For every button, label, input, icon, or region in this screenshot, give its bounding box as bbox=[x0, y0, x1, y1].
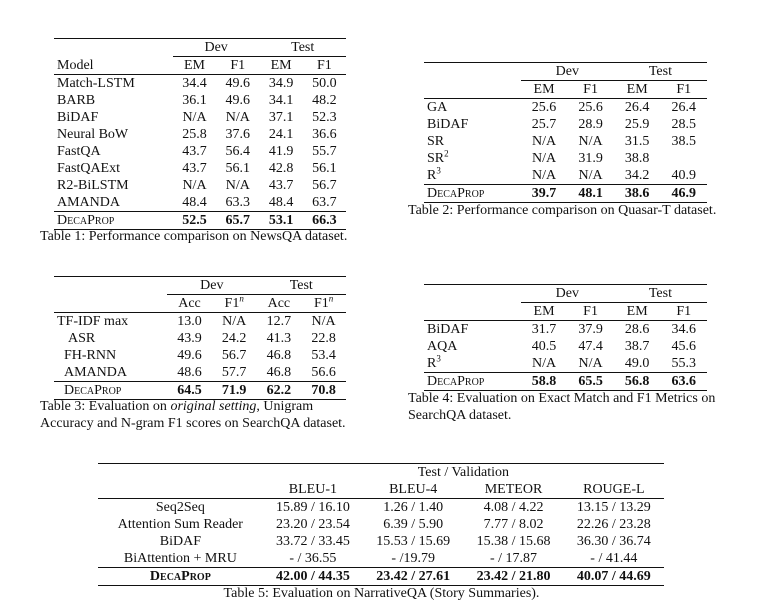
row-label: FastQA bbox=[57, 144, 101, 159]
column-header: Model bbox=[54, 57, 173, 75]
cell: 46.8 bbox=[266, 348, 292, 363]
cell: 34.4 bbox=[182, 76, 207, 91]
table-row-decaprop bbox=[54, 382, 346, 400]
row-label: BiDAF bbox=[159, 534, 201, 549]
cell: 47.4 bbox=[578, 339, 603, 354]
table-row bbox=[424, 167, 707, 185]
cell: N/A bbox=[578, 356, 603, 371]
table-1 bbox=[54, 38, 346, 230]
cell: 39.7 bbox=[521, 185, 568, 203]
cell: 64.5 bbox=[167, 382, 212, 400]
cell: 24.1 bbox=[268, 127, 294, 142]
cell: N/A bbox=[531, 168, 557, 183]
table-row bbox=[54, 177, 346, 194]
group-header-dev: Dev bbox=[521, 63, 614, 81]
table-3-caption: Table 3: Evaluation on original setting, Unigram Accuracy and N-gram F1 scores on SearchQA dataset. bbox=[40, 399, 346, 431]
cell: 56.8 bbox=[614, 373, 661, 391]
cell: 38.7 bbox=[624, 339, 650, 354]
cell: 50.0 bbox=[312, 76, 337, 91]
cell: 65.7 bbox=[216, 212, 259, 230]
cell: 38.8 bbox=[624, 151, 650, 166]
table-row bbox=[98, 533, 664, 550]
row-label: AMANDA bbox=[64, 365, 127, 380]
cell: 56.1 bbox=[225, 161, 251, 176]
cell: 52.5 bbox=[173, 212, 216, 230]
cell: 42.00 / 44.35 bbox=[263, 568, 363, 586]
cell: 23.42 / 27.61 bbox=[363, 568, 463, 586]
row-label: Attention Sum Reader bbox=[117, 517, 243, 532]
row-label: $SR^2$ bbox=[427, 148, 449, 166]
cell: 7.77 / 8.02 bbox=[483, 517, 544, 532]
cell: 63.7 bbox=[312, 195, 337, 210]
column-header: METEOR bbox=[463, 481, 563, 499]
superscript: 2 bbox=[444, 148, 449, 159]
cell: 43.7 bbox=[268, 178, 294, 193]
table-row bbox=[54, 194, 346, 212]
cell: 38.6 bbox=[614, 185, 661, 203]
cell: N/A bbox=[182, 110, 207, 125]
group-header-test-validation: Test / Validation bbox=[263, 464, 664, 482]
cell: 26.4 bbox=[671, 100, 696, 115]
cell: N/A bbox=[578, 134, 603, 149]
group-header-test: Test bbox=[614, 285, 707, 303]
column-header: Acc bbox=[167, 295, 212, 313]
table-row bbox=[98, 516, 664, 533]
cell: 40.9 bbox=[671, 168, 696, 183]
cell: N/A bbox=[225, 110, 250, 125]
cell: 66.3 bbox=[303, 212, 346, 230]
cell: 25.9 bbox=[624, 117, 650, 132]
cell: 55.3 bbox=[671, 356, 696, 371]
cell: 49.6 bbox=[225, 93, 251, 108]
cell: 49.6 bbox=[177, 348, 202, 363]
table-row bbox=[54, 109, 346, 126]
cell: 24.2 bbox=[221, 331, 247, 346]
group-header-dev: Dev bbox=[521, 285, 614, 303]
cell: 49.0 bbox=[624, 356, 650, 371]
cell: 26.4 bbox=[624, 100, 650, 115]
cell: 65.5 bbox=[567, 373, 614, 391]
column-header: EM bbox=[614, 81, 661, 99]
column-header: BLEU-4 bbox=[363, 481, 463, 499]
cell: 37.1 bbox=[268, 110, 294, 125]
row-label: ASR bbox=[68, 331, 96, 346]
cell: N/A bbox=[578, 168, 603, 183]
cell: 34.1 bbox=[268, 93, 294, 108]
cell: - /19.79 bbox=[391, 551, 435, 566]
group-header-test: Test bbox=[259, 39, 346, 57]
cell: 57.7 bbox=[221, 365, 247, 380]
table-row bbox=[54, 347, 346, 364]
cell: 34.6 bbox=[671, 322, 696, 337]
column-header: F1 bbox=[216, 57, 259, 75]
cell: 23.20 / 23.54 bbox=[275, 517, 350, 532]
row-label: R2-BiLSTM bbox=[57, 178, 129, 193]
row-label: DecaProp bbox=[54, 382, 167, 400]
cell: 28.9 bbox=[578, 117, 603, 132]
column-header: BLEU-1 bbox=[263, 481, 363, 499]
table-row bbox=[54, 75, 346, 93]
superscript: n bbox=[239, 293, 244, 304]
cell bbox=[660, 150, 707, 167]
group-header-dev: Dev bbox=[173, 39, 260, 57]
cell: 58.8 bbox=[521, 373, 568, 391]
table-row-decaprop bbox=[54, 212, 346, 230]
table-4 bbox=[424, 284, 707, 391]
cell: N/A bbox=[225, 178, 250, 193]
cell: 43.9 bbox=[177, 331, 202, 346]
cell: 15.53 / 15.69 bbox=[376, 534, 451, 549]
cell: N/A bbox=[182, 178, 207, 193]
column-header: F1 bbox=[567, 303, 614, 321]
cell: 33.72 / 33.45 bbox=[275, 534, 350, 549]
cell: 15.38 / 15.68 bbox=[476, 534, 551, 549]
column-header: Acc bbox=[257, 295, 302, 313]
cell: 41.9 bbox=[268, 144, 294, 159]
cell: 22.26 / 23.28 bbox=[576, 517, 651, 532]
cell: 31.7 bbox=[531, 322, 557, 337]
cell: 48.4 bbox=[268, 195, 294, 210]
cell: 34.2 bbox=[624, 168, 650, 183]
row-label: BiDAF bbox=[57, 110, 99, 125]
cell: 45.6 bbox=[671, 339, 696, 354]
row-label: $R^3$ bbox=[427, 165, 441, 183]
cell: 40.5 bbox=[531, 339, 557, 354]
cell: 55.7 bbox=[312, 144, 337, 159]
cell: 37.9 bbox=[578, 322, 603, 337]
row-label: $R^3$ bbox=[427, 353, 441, 371]
row-label: GA bbox=[427, 100, 448, 115]
cell: 25.6 bbox=[578, 100, 603, 115]
cell: 37.6 bbox=[225, 127, 251, 142]
table-row bbox=[98, 550, 664, 568]
cell: 31.5 bbox=[624, 134, 650, 149]
cell: 48.6 bbox=[177, 365, 202, 380]
cell: 4.08 / 4.22 bbox=[483, 500, 544, 515]
cell: 36.30 / 36.74 bbox=[576, 534, 651, 549]
cell: 25.8 bbox=[182, 127, 207, 142]
row-label: BiAttention + MRU bbox=[123, 551, 237, 566]
table-row bbox=[54, 143, 346, 160]
column-header: EM bbox=[521, 81, 568, 99]
column-header: EM bbox=[259, 57, 302, 75]
table-4-caption: Table 4: Evaluation on Exact Match and F1 Metrics on SearchQA dataset. bbox=[408, 391, 716, 423]
table-row bbox=[424, 99, 707, 117]
cell: 22.8 bbox=[311, 331, 336, 346]
superscript: 3 bbox=[436, 353, 441, 364]
cell: 43.7 bbox=[182, 144, 207, 159]
cell: 48.1 bbox=[567, 185, 614, 203]
table-1-caption: Table 1: Performance comparison on NewsQA dataset. bbox=[40, 229, 348, 244]
cell: 63.6 bbox=[660, 373, 707, 391]
table-2-caption: Table 2: Performance comparison on Quasar-T dataset. bbox=[408, 203, 717, 218]
table-row bbox=[424, 321, 707, 339]
table-row bbox=[54, 92, 346, 109]
cell: 6.39 / 5.90 bbox=[383, 517, 444, 532]
cell: 43.7 bbox=[182, 161, 207, 176]
row-label: BiDAF bbox=[427, 117, 469, 132]
cell: 38.5 bbox=[671, 134, 696, 149]
cell: N/A bbox=[531, 356, 557, 371]
cell: 41.3 bbox=[266, 331, 292, 346]
cell: 53.4 bbox=[311, 348, 336, 363]
row-label: AMANDA bbox=[57, 195, 120, 210]
cell: 25.7 bbox=[531, 117, 557, 132]
cell: 15.89 / 16.10 bbox=[275, 500, 350, 515]
cell: 13.0 bbox=[177, 314, 202, 329]
table-row-decaprop bbox=[98, 568, 664, 586]
column-header: F1 bbox=[660, 303, 707, 321]
table-row-decaprop bbox=[424, 373, 707, 391]
cell: - / 36.55 bbox=[289, 551, 337, 566]
table-2 bbox=[424, 62, 707, 203]
cell: 23.42 / 21.80 bbox=[463, 568, 563, 586]
table-row bbox=[424, 150, 707, 167]
table-row bbox=[424, 133, 707, 150]
cell: - / 41.44 bbox=[590, 551, 638, 566]
cell: - / 17.87 bbox=[489, 551, 538, 566]
column-header: F1 bbox=[303, 57, 346, 75]
cell: 71.9 bbox=[212, 382, 257, 400]
cell: 46.8 bbox=[266, 365, 292, 380]
table-row bbox=[424, 338, 707, 355]
cell: 34.9 bbox=[268, 76, 294, 91]
table-row bbox=[98, 499, 664, 517]
cell: 56.7 bbox=[221, 348, 247, 363]
row-label: FH-RNN bbox=[64, 348, 117, 363]
cell: 12.7 bbox=[266, 314, 292, 329]
cell: 28.5 bbox=[671, 117, 696, 132]
table-row bbox=[54, 313, 346, 331]
row-label: DecaProp bbox=[54, 212, 173, 230]
row-label: FastQAExt bbox=[57, 161, 120, 176]
cell: 62.2 bbox=[257, 382, 302, 400]
row-label: DecaProp bbox=[98, 568, 263, 586]
cell: 56.6 bbox=[311, 365, 336, 380]
cell: 1.26 / 1.40 bbox=[383, 500, 444, 515]
column-header: EM bbox=[173, 57, 216, 75]
cell: 56.1 bbox=[312, 161, 337, 176]
cell: 42.8 bbox=[268, 161, 294, 176]
cell: N/A bbox=[311, 314, 336, 329]
row-label: BiDAF bbox=[427, 322, 469, 337]
column-header: F1$^n$ bbox=[212, 295, 257, 313]
group-header-test: Test bbox=[257, 277, 346, 295]
cell: 70.8 bbox=[301, 382, 346, 400]
cell: 46.9 bbox=[660, 185, 707, 203]
table-5 bbox=[98, 463, 664, 586]
row-label: Match-LSTM bbox=[57, 76, 135, 91]
cell: 36.6 bbox=[312, 127, 337, 142]
cell: 48.2 bbox=[312, 93, 337, 108]
cell: 36.1 bbox=[182, 93, 207, 108]
table-row bbox=[54, 126, 346, 143]
cell: N/A bbox=[531, 134, 557, 149]
row-label: BARB bbox=[57, 93, 96, 108]
cell: N/A bbox=[222, 314, 247, 329]
cell: 52.3 bbox=[312, 110, 337, 125]
superscript: n bbox=[328, 293, 334, 304]
cell: 56.7 bbox=[312, 178, 337, 193]
cell: 13.15 / 13.29 bbox=[576, 500, 651, 515]
cell: 56.4 bbox=[225, 144, 251, 159]
row-label: DecaProp bbox=[424, 185, 521, 203]
cell: 49.6 bbox=[225, 76, 251, 91]
cell: 25.6 bbox=[531, 100, 557, 115]
row-label: TF-IDF max bbox=[57, 314, 129, 329]
superscript: 3 bbox=[436, 165, 441, 176]
column-header: EM bbox=[521, 303, 568, 321]
table-3 bbox=[54, 276, 346, 400]
cell: 53.1 bbox=[259, 212, 302, 230]
table-row-decaprop bbox=[424, 185, 707, 203]
table-row bbox=[424, 116, 707, 133]
cell: 28.6 bbox=[624, 322, 650, 337]
row-label: SR bbox=[427, 134, 445, 149]
table-row bbox=[54, 364, 346, 382]
table-row bbox=[54, 160, 346, 177]
table-row bbox=[54, 330, 346, 347]
cell: N/A bbox=[531, 151, 557, 166]
cell: 40.07 / 44.69 bbox=[564, 568, 664, 586]
group-header-test: Test bbox=[614, 63, 707, 81]
cell: 31.9 bbox=[578, 151, 603, 166]
column-header: ROUGE-L bbox=[564, 481, 664, 499]
column-header: EM bbox=[614, 303, 661, 321]
row-label: DecaProp bbox=[424, 373, 521, 391]
table-row bbox=[424, 355, 707, 373]
table-5-caption: Table 5: Evaluation on NarrativeQA (Story Summaries). bbox=[223, 586, 540, 601]
cell: 63.3 bbox=[225, 195, 251, 210]
group-header-dev: Dev bbox=[167, 277, 256, 295]
cell: 48.4 bbox=[182, 195, 207, 210]
column-header: F1 bbox=[660, 81, 707, 99]
row-label: AQA bbox=[427, 339, 458, 354]
row-label: Seq2Seq bbox=[155, 500, 205, 515]
column-header: F1 bbox=[567, 81, 614, 99]
column-header: F1$^n$ bbox=[301, 295, 346, 313]
row-label: Neural BoW bbox=[57, 127, 129, 142]
